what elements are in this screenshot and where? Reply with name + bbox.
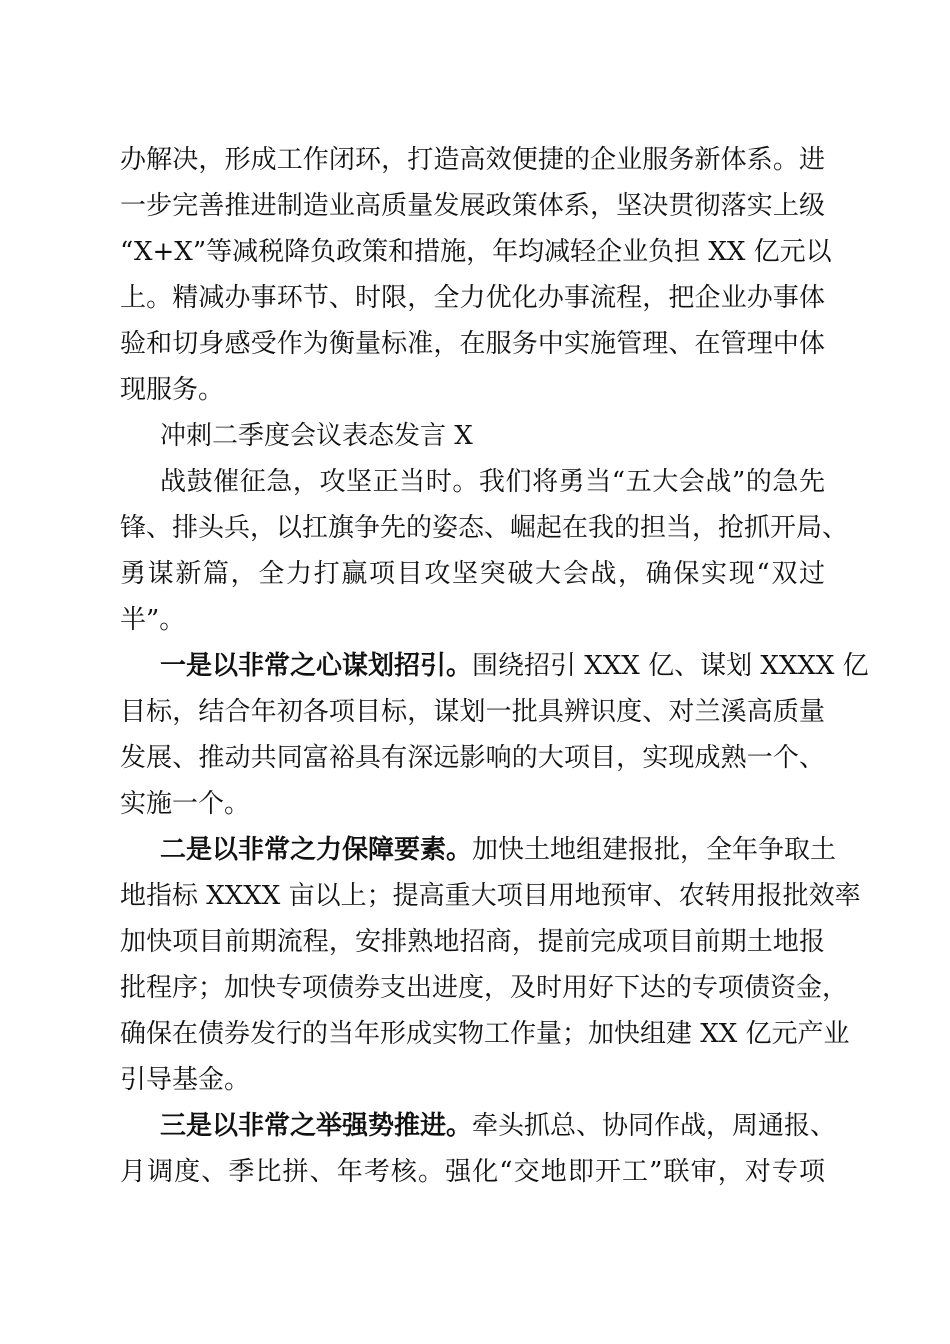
paragraph-line: 目标，结合年初各项目标，谋划一批具辨识度、对兰溪高质量 [120, 697, 825, 727]
point-first-line [160, 827, 837, 873]
point-heading: 一是以非常之心谋划招引。 [160, 651, 473, 681]
point-first-line [160, 643, 869, 689]
paragraph-line: 地指标 XXXX 亩以上；提高重大项目用地预审、农转用报批效率 [120, 881, 861, 911]
paragraph-line: 验和切身感受作为衡量标准，在服务中实施管理、在管理中体 [120, 329, 825, 359]
paragraph-line: 现服务。 [120, 375, 225, 405]
paragraph-line: 实施一个。 [120, 789, 251, 819]
point-text: 加快土地组建报批，全年争取土 [472, 835, 837, 865]
point-text: 围绕招引 XXX 亿、谋划 XXXX 亿 [472, 651, 869, 681]
paragraph-line: 勇谋新篇，全力打赢项目攻坚突破大会战，确保实现“双过 [120, 559, 825, 589]
paragraph-line: 半”。 [120, 605, 186, 635]
paragraph-line: 战鼓催征急，攻坚正当时。我们将勇当“五大会战”的急先 [160, 467, 825, 497]
paragraph-line: 上。精减办事环节、时限，全力优化办事流程，把企业办事体 [120, 283, 825, 313]
paragraph-line: 确保在债券发行的当年形成实物工作量；加快组建 XX 亿元产业 [120, 1019, 850, 1049]
paragraph-line: 引导基金。 [120, 1065, 251, 1095]
paragraph-line: “X+X”等减税降负政策和措施，年均减轻企业负担 XX 亿元以 [120, 237, 832, 267]
point-heading: 二是以非常之力保障要素。 [160, 835, 473, 865]
section-title: 冲刺二季度会议表态发言 X [160, 421, 473, 451]
point-text: 牵头抓总、协同作战，周通报、 [472, 1111, 837, 1141]
paragraph-line: 锋、排头兵，以扛旗争先的姿态、崛起在我的担当，抢抓开局、 [120, 513, 849, 543]
point-heading: 三是以非常之举强势推进。 [160, 1111, 473, 1141]
paragraph-line: 月调度、季比拼、年考核。强化“交地即开工”联审，对专项 [120, 1157, 825, 1187]
point-first-line [160, 1103, 837, 1149]
paragraph-line: 发展、推动共同富裕具有深远影响的大项目，实现成熟一个、 [120, 743, 825, 773]
paragraph-line: 办解决，形成工作闭环，打造高效便捷的企业服务新体系。进 [120, 145, 825, 175]
paragraph-line: 批程序；加快专项债券支出进度，及时用好下达的专项债资金， [120, 973, 849, 1003]
paragraph-line: 一步完善推进制造业高质量发展政策体系，坚决贯彻落实上级 [120, 191, 825, 221]
paragraph-line: 加快项目前期流程，安排熟地招商，提前完成项目前期土地报 [120, 927, 825, 957]
